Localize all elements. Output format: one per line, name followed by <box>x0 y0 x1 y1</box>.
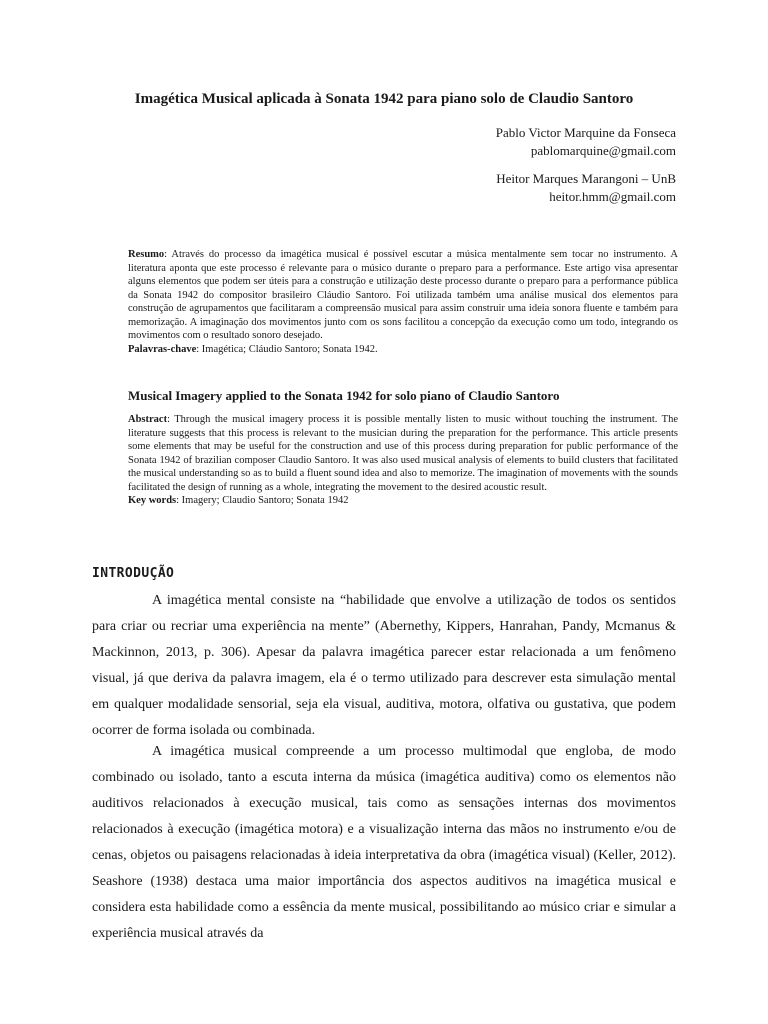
keywords-label: Key words <box>128 495 177 506</box>
resumo-text: : Através do processo da imagética musical é possível escutar a música mentalmente sem tocar no instrumento. A literatura aponta que este processo é relevante para o músico durante o preparo para a performance. Este artigo visa apresentar alguns elementos que podem ser úteis para a construção e utilização deste processo durante o preparo para a performance pública da Sonata 1942 do compositor brasileiro Cláudio Santoro. Foi utilizada também uma análise musical dos elementos para construção de agrupamentos que facilitaram a compreensão musical para assim construir uma ideia sonora fluente e também para memorização. A imaginação dos movimentos junto com os sons facilitou a concepção da execução como um todo, integrando os movimentos com o resultado sonoro desejado. <box>128 249 678 341</box>
author-block <box>256 170 676 206</box>
author-block <box>256 124 676 160</box>
paragraph-text: A imagética musical compreende a um processo multimodal que engloba, de modo combinado ou isolado, tanto a escuta interna da música (imagética auditiva) como os elementos não auditivos relacionados à execução musical, tais como as sensações internas dos movimentos relacionados à execução (imagética motora) e a visualização interna das mãos no instrumento e/ou de cenas, objetos ou paisagens relacionadas à ideia interpretativa da obra (imagética visual) (Keller, 2012). Seashore (1938) destaca uma maior importância dos aspectos auditivos na imagética musical e considera esta habilidade como a essência da mente musical, possibilitando ao músico criar e simular a experiência musical através da <box>92 744 676 941</box>
author-name: Heitor Marques Marangoni – UnB <box>496 171 676 186</box>
body-paragraph-2 <box>92 739 676 947</box>
resumo-section <box>128 248 678 356</box>
resumo-paragraph <box>128 248 678 343</box>
palavras-chave-line <box>128 343 678 357</box>
author-list <box>256 124 676 206</box>
abstract-label: Abstract <box>128 414 168 425</box>
english-title: Musical Imagery applied to the Sonata 1942 for solo piano of Claudio Santoro <box>128 388 560 403</box>
abstract-section <box>128 413 678 508</box>
resumo-label: Resumo <box>128 249 165 260</box>
author-email: pablomarquine@gmail.com <box>530 143 676 158</box>
paper-title: Imagética Musical aplicada à Sonata 1942 para piano solo de Claudio Santoro <box>134 91 634 107</box>
section-heading: INTRODUÇÃO <box>92 566 175 581</box>
paragraph-text: A imagética mental consiste na “habilidade que envolve a utilização de todos os sentidos para criar ou recriar uma experiência na mente” (Abernethy, Kippers, Hanrahan, Pandy, Mcmanus & Mackinnon, 2013, p. 306). Apesar da palavra imagética parecer estar relacionada a um fenômeno visual, já que deriva da palavra imagem, ela é o termo utilizado para descrever esta simulação mental em qualquer modalidade sensorial, seja ela visual, auditiva, motora, olfativa ou gustativa, que podem ocorrer de forma isolada ou combinada. <box>92 593 676 738</box>
keywords-text: : Imagery; Claudio Santoro; Sonata 1942 <box>176 495 349 506</box>
keywords-line <box>128 494 678 508</box>
palavras-chave-text: : Imagética; Cláudio Santoro; Sonata 1942. <box>196 343 378 355</box>
abstract-text: : Through the musical imagery process it is possible mentally listen to music without touching the instrument. The literature suggests that this process is relevant to the musician during the preparation for the performance. This article presents some elements that may be useful for the construction and use of this process during preparation for public performance of the Sonata 1942 of brazilian composer Claudio Santoro. It was also used musical analysis of elements to build clusters that facilitated the musical understanding so as to build a fluent sound idea and also to memorize. The imagination of movements with the sounds facilitated the design of running as a whole, integrating the movement to the desired acoustic result. <box>128 414 678 493</box>
body-paragraph-1 <box>92 588 676 744</box>
author-email: heitor.hmm@gmail.com <box>549 189 676 204</box>
author-name: Pablo Victor Marquine da Fonseca <box>495 125 676 140</box>
palavras-chave-label: Palavras-chave <box>128 343 197 355</box>
abstract-paragraph <box>128 413 678 494</box>
